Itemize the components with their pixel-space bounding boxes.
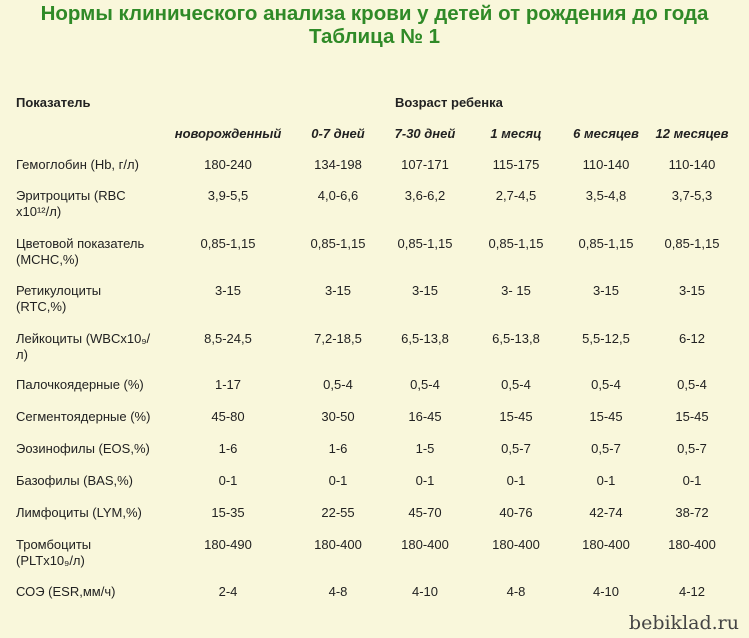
row-label: Лейкоциты (WBCx10₉/ л) (16, 331, 151, 362)
table-cell: 0,5-4 (501, 377, 531, 392)
table-cell: 3,6-6,2 (404, 188, 446, 203)
table-cell: 0,5-7 (591, 441, 621, 456)
table-cell: 180-490 (204, 537, 252, 552)
table-cell: 6,5-13,8 (401, 331, 449, 346)
table-cell: 0,85-1,15 (578, 236, 634, 251)
table-cell: 1-17 (214, 377, 242, 392)
table-cell: 2,7-4,5 (495, 188, 537, 203)
table-cell: 6,5-13,8 (492, 331, 540, 346)
table-cell: 110-140 (668, 157, 716, 172)
table-cell: 38-72 (675, 505, 709, 520)
table-cell: 134-198 (314, 157, 362, 172)
table-cell: 4-8 (506, 584, 526, 599)
table-cell: 107-171 (401, 157, 449, 172)
table-cell: 0,5-7 (677, 441, 707, 456)
table-cell: 3-15 (214, 283, 242, 298)
row-label: Гемоглобин (Hb, г/л) (16, 157, 139, 172)
table-cell: 4-8 (328, 584, 348, 599)
table-cell: 0,5-4 (410, 377, 440, 392)
row-label: Базофилы (BAS,%) (16, 473, 133, 488)
row-label: Тромбоциты (PLTx10₉/л) (16, 537, 92, 568)
table-cell: 8,5-24,5 (204, 331, 252, 346)
table-cell: 2-4 (218, 584, 238, 599)
table-cell: 45-70 (408, 505, 442, 520)
table-cell: 180-400 (401, 537, 449, 552)
column-header: 6 месяцев (573, 126, 639, 141)
table-cell: 3-15 (592, 283, 620, 298)
table-cell: 1-5 (415, 441, 435, 456)
row-label: Эозинофилы (EOS,%) (16, 441, 150, 456)
table-cell: 30-50 (321, 409, 355, 424)
table-cell: 0-1 (415, 473, 435, 488)
row-label: СОЭ (ESR,мм/ч) (16, 584, 116, 599)
table-cell: 180-400 (492, 537, 540, 552)
table-cell: 115-175 (492, 157, 540, 172)
table-cell: 0,85-1,15 (310, 236, 366, 251)
title-line-1: Нормы клинического анализа крови у детей от рождения до года (40, 2, 709, 25)
table-cell: 4-10 (411, 584, 439, 599)
row-label: Палочкоядерные (%) (16, 377, 144, 392)
table-cell: 0-1 (218, 473, 238, 488)
row-label: Сегментоядерные (%) (16, 409, 151, 424)
table-cell: 16-45 (408, 409, 442, 424)
table-cell: 4-10 (592, 584, 620, 599)
column-header: 7-30 дней (394, 126, 456, 141)
table-cell: 0,5-4 (591, 377, 621, 392)
row-label: Цветовой показатель (MCHC,%) (16, 236, 145, 267)
table-cell: 15-45 (499, 409, 533, 424)
table-cell: 180-400 (668, 537, 716, 552)
table-cell: 0-1 (328, 473, 348, 488)
table-cell: 180-400 (314, 537, 362, 552)
column-header: 12 месяцев (655, 126, 729, 141)
table-cell: 45-80 (211, 409, 245, 424)
page-title (0, 2, 749, 48)
table-cell: 4,0-6,6 (317, 188, 359, 203)
table-cell: 3-15 (411, 283, 439, 298)
table-cell: 180-240 (204, 157, 252, 172)
table-cell: 1-6 (328, 441, 348, 456)
table-cell: 3- 15 (501, 283, 531, 298)
table-cell: 0,5-4 (677, 377, 707, 392)
header-indicator: Показатель (16, 95, 91, 110)
row-label: Эритроциты (RBC x10¹²/л) (16, 188, 126, 219)
table-cell: 180-400 (582, 537, 630, 552)
table-cell: 0-1 (682, 473, 702, 488)
table-cell: 5,5-12,5 (582, 331, 630, 346)
column-header: 0-7 дней (311, 126, 365, 141)
table-cell: 4-12 (678, 584, 706, 599)
table-cell: 40-76 (499, 505, 533, 520)
watermark: bebiklad.ru (628, 612, 739, 634)
header-age: Возраст ребенка (395, 95, 503, 110)
table-cell: 1-6 (218, 441, 238, 456)
table-cell: 0,5-7 (501, 441, 531, 456)
title-line-2: Таблица № 1 (308, 25, 441, 48)
row-label: Ретикулоциты (RTC,%) (16, 283, 102, 314)
table-cell: 3-15 (678, 283, 706, 298)
table-cell: 0-1 (596, 473, 616, 488)
table-cell: 42-74 (589, 505, 623, 520)
table-cell: 0,5-4 (323, 377, 353, 392)
table-cell: 15-45 (589, 409, 623, 424)
table-cell: 0,85-1,15 (664, 236, 720, 251)
table-cell: 6-12 (678, 331, 706, 346)
table-cell: 22-55 (321, 505, 355, 520)
column-header: 1 месяц (490, 126, 542, 141)
row-label: Лимфоциты (LYM,%) (16, 505, 142, 520)
table-cell: 0-1 (506, 473, 526, 488)
table-cell: 110-140 (582, 157, 630, 172)
table-cell: 3,9-5,5 (207, 188, 249, 203)
table-cell: 0,85-1,15 (397, 236, 453, 251)
table-cell: 15-45 (675, 409, 709, 424)
table-cell: 7,2-18,5 (314, 331, 362, 346)
table-cell: 15-35 (211, 505, 245, 520)
table-cell: 3,5-4,8 (585, 188, 627, 203)
table-cell: 0,85-1,15 (488, 236, 544, 251)
column-header: новорожденный (174, 126, 282, 141)
table-cell: 3,7-5,3 (671, 188, 713, 203)
table-cell: 0,85-1,15 (200, 236, 256, 251)
table-cell: 3-15 (324, 283, 352, 298)
